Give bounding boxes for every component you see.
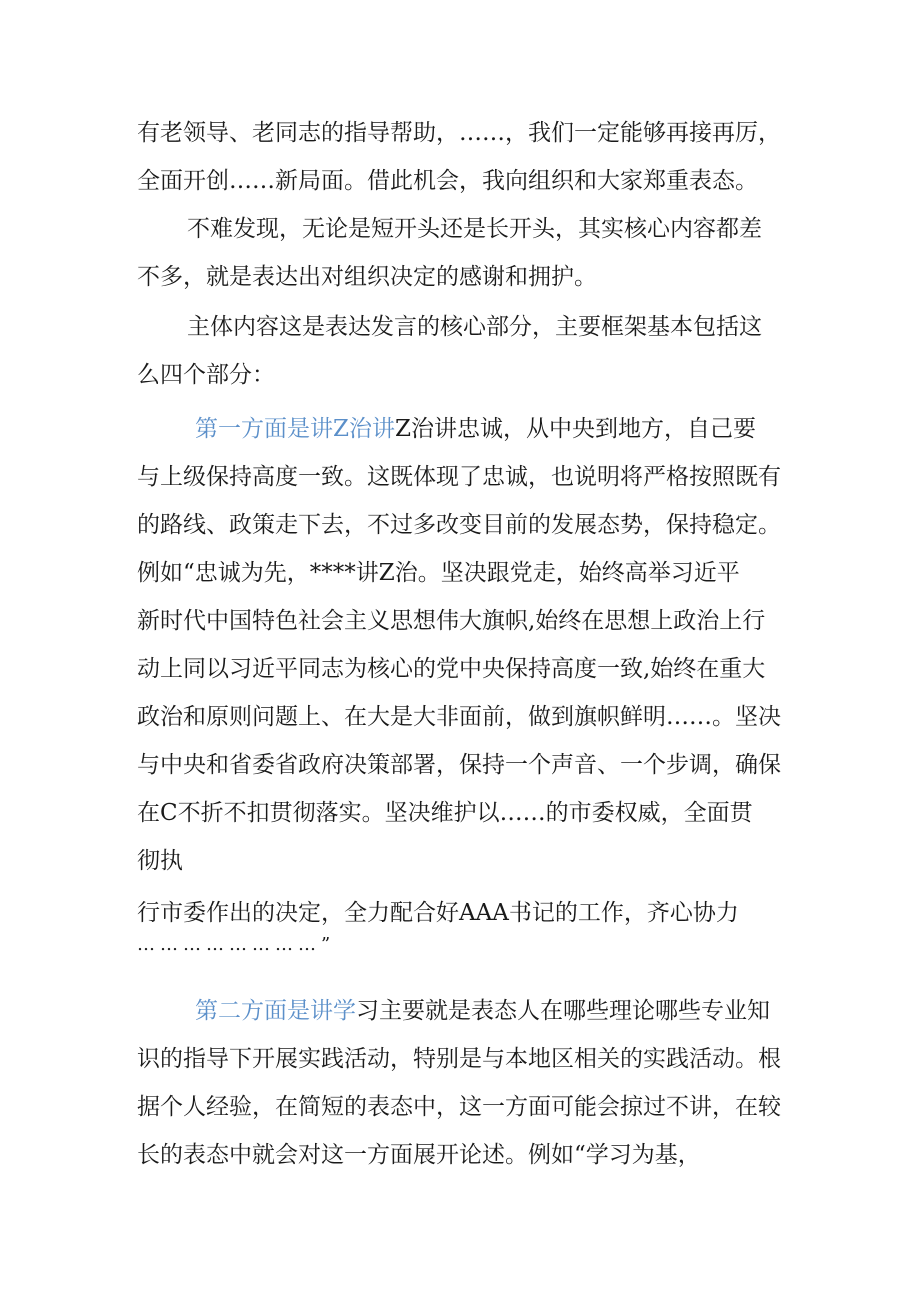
paragraph-line: 的路线、政策走下去，不过多改变目前的发展态势，保持稳定。 xyxy=(137,512,781,538)
paragraph-line: 全面开创……新局面。借此机会，我向组织和大家郑重表态。 xyxy=(137,168,758,194)
paragraph-line: 主体内容这是表达发言的核心部分，主要框架基本包括这 xyxy=(187,314,762,340)
section-text: 习主要就是表态人在哪些理论哪些专业知 xyxy=(356,998,770,1024)
paragraph-line xyxy=(137,923,787,963)
paragraph-line xyxy=(195,991,787,1031)
paragraph-line: 么四个部分： xyxy=(137,362,275,388)
paragraph-line: 长的表态中就会对这一方面展开论述。例如“学习为基， xyxy=(137,1142,701,1168)
paragraph-line: 不难发现，无论是短开头还是长开头，其实核心内容都差 xyxy=(187,216,762,242)
paragraph-line: 与中央和省委省政府决策部署，保持一个声音、一个步调，确保 xyxy=(137,752,781,778)
paragraph-line: 新时代中国特色社会主义思想伟大旗帜,始终在思想上政治上行 xyxy=(137,608,766,634)
paragraph-line: 与上级保持高度一致。这既体现了忠诚，也说明将严格按照既有 xyxy=(137,464,781,490)
paragraph-line: 识的指导下开展实践活动，特别是与本地区相关的实践活动。根 xyxy=(137,1046,781,1072)
paragraph-line: 例如“忠诚为先，****讲Z治。坚决跟党走，始终高举习近平 xyxy=(137,560,740,586)
ellipsis-quote: ……………………” xyxy=(137,934,336,955)
paragraph-line: 行市委作出的决定，全力配合好AAA书记的工作，齐心协力 xyxy=(137,900,739,926)
paragraph-line: 不多，就是表达出对组织决定的感谢和拥护。 xyxy=(137,264,597,290)
paragraph-line: 动上同以习近平同志为核心的党中央保持高度一致,始终在重大 xyxy=(137,656,766,682)
section-text: Z治讲忠诚，从中央到地方，自己要 xyxy=(394,416,756,442)
paragraph-line xyxy=(195,409,787,449)
paragraph-line: 在C不折不扣贯彻落实。坚决维护以……的市委权威，全面贯 xyxy=(137,800,753,826)
paragraph-line: 彻执 xyxy=(137,848,183,874)
paragraph-line: 有老领导、老同志的指导帮助，……，我们一定能够再接再厉， xyxy=(137,120,781,146)
paragraph-line: 政治和原则问题上、在大是大非面前，做到旗帜鲜明……。坚决 xyxy=(137,704,781,730)
section-heading-2: 第二方面是讲学 xyxy=(195,998,356,1024)
paragraph-line: 据个人经验，在简短的表态中，这一方面可能会掠过不讲，在较 xyxy=(137,1094,781,1120)
section-heading-1: 第一方面是讲Z治讲 xyxy=(195,416,395,442)
